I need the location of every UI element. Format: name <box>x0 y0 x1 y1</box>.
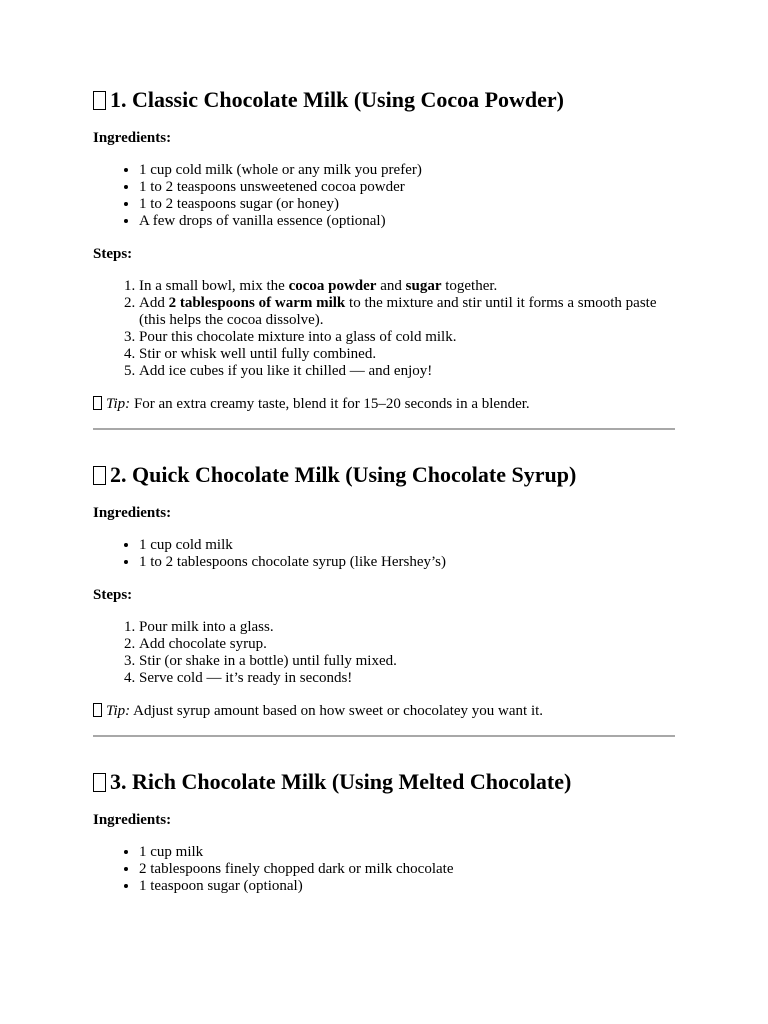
missing-glyph-icon <box>93 91 106 110</box>
list-item: 3. Stir (or shake in a bottle) until fully mixed. <box>139 653 675 670</box>
list-item: 4. Stir or whisk well until fully combined. <box>139 346 675 363</box>
section-3-heading: 3. Rich Chocolate Milk (Using Melted Chocolate) <box>93 766 675 798</box>
list-item: 5. Add ice cubes if you like it chilled — and enjoy! <box>139 363 675 380</box>
ingredients-label: Ingredients: <box>93 505 172 521</box>
list-item: • 1 to 2 tablespoons chocolate syrup (like Hershey’s) <box>139 554 675 571</box>
list-item: 3. Pour this chocolate mixture into a glass of cold milk. <box>139 329 675 346</box>
list-item: • 1 cup cold milk <box>139 537 675 554</box>
ingredients-list <box>93 537 675 571</box>
tip: Tip: For an extra creamy taste, blend it for 15–20 seconds in a blender. <box>93 394 675 414</box>
list-item: • 1 to 2 teaspoons unsweetened cocoa powder <box>139 179 675 196</box>
ingredients-list <box>93 162 675 230</box>
list-item: • 1 cup milk <box>139 844 675 861</box>
ingredients-list <box>93 844 675 895</box>
list-item: • 1 cup cold milk (whole or any milk you prefer) <box>139 162 675 179</box>
missing-glyph-icon <box>93 396 102 410</box>
steps-label: Steps: <box>93 587 133 603</box>
section-1-heading: 1. Classic Chocolate Milk (Using Cocoa Powder) <box>93 84 675 116</box>
list-item: 1. Pour milk into a glass. <box>139 619 675 636</box>
ingredients-label: Ingredients: <box>93 130 172 146</box>
list-item: 2. Add 2 tablespoons of warm milk to the mixture and stir until it forms a smooth paste (this helps the cocoa dissolve). <box>139 295 675 329</box>
document-page <box>93 84 675 895</box>
steps-label: Steps: <box>93 246 133 262</box>
list-item: 4. Serve cold — it’s ready in seconds! <box>139 670 675 687</box>
section-2-heading: 2. Quick Chocolate Milk (Using Chocolate Syrup) <box>93 459 675 491</box>
missing-glyph-icon <box>93 466 106 485</box>
ingredients-label: Ingredients: <box>93 812 172 828</box>
list-item: • 1 teaspoon sugar (optional) <box>139 878 675 895</box>
list-item: • A few drops of vanilla essence (optional) <box>139 213 675 230</box>
list-item: 1. In a small bowl, mix the cocoa powder and sugar together. <box>139 278 675 295</box>
list-item: • 1 to 2 teaspoons sugar (or honey) <box>139 196 675 213</box>
list-item: 2. Add chocolate syrup. <box>139 636 675 653</box>
tip: Tip: Adjust syrup amount based on how sweet or chocolatey you want it. <box>93 701 675 721</box>
list-item: • 2 tablespoons finely chopped dark or milk chocolate <box>139 861 675 878</box>
steps-list <box>93 619 675 687</box>
missing-glyph-icon <box>93 703 102 717</box>
missing-glyph-icon <box>93 773 106 792</box>
steps-list <box>93 278 675 380</box>
